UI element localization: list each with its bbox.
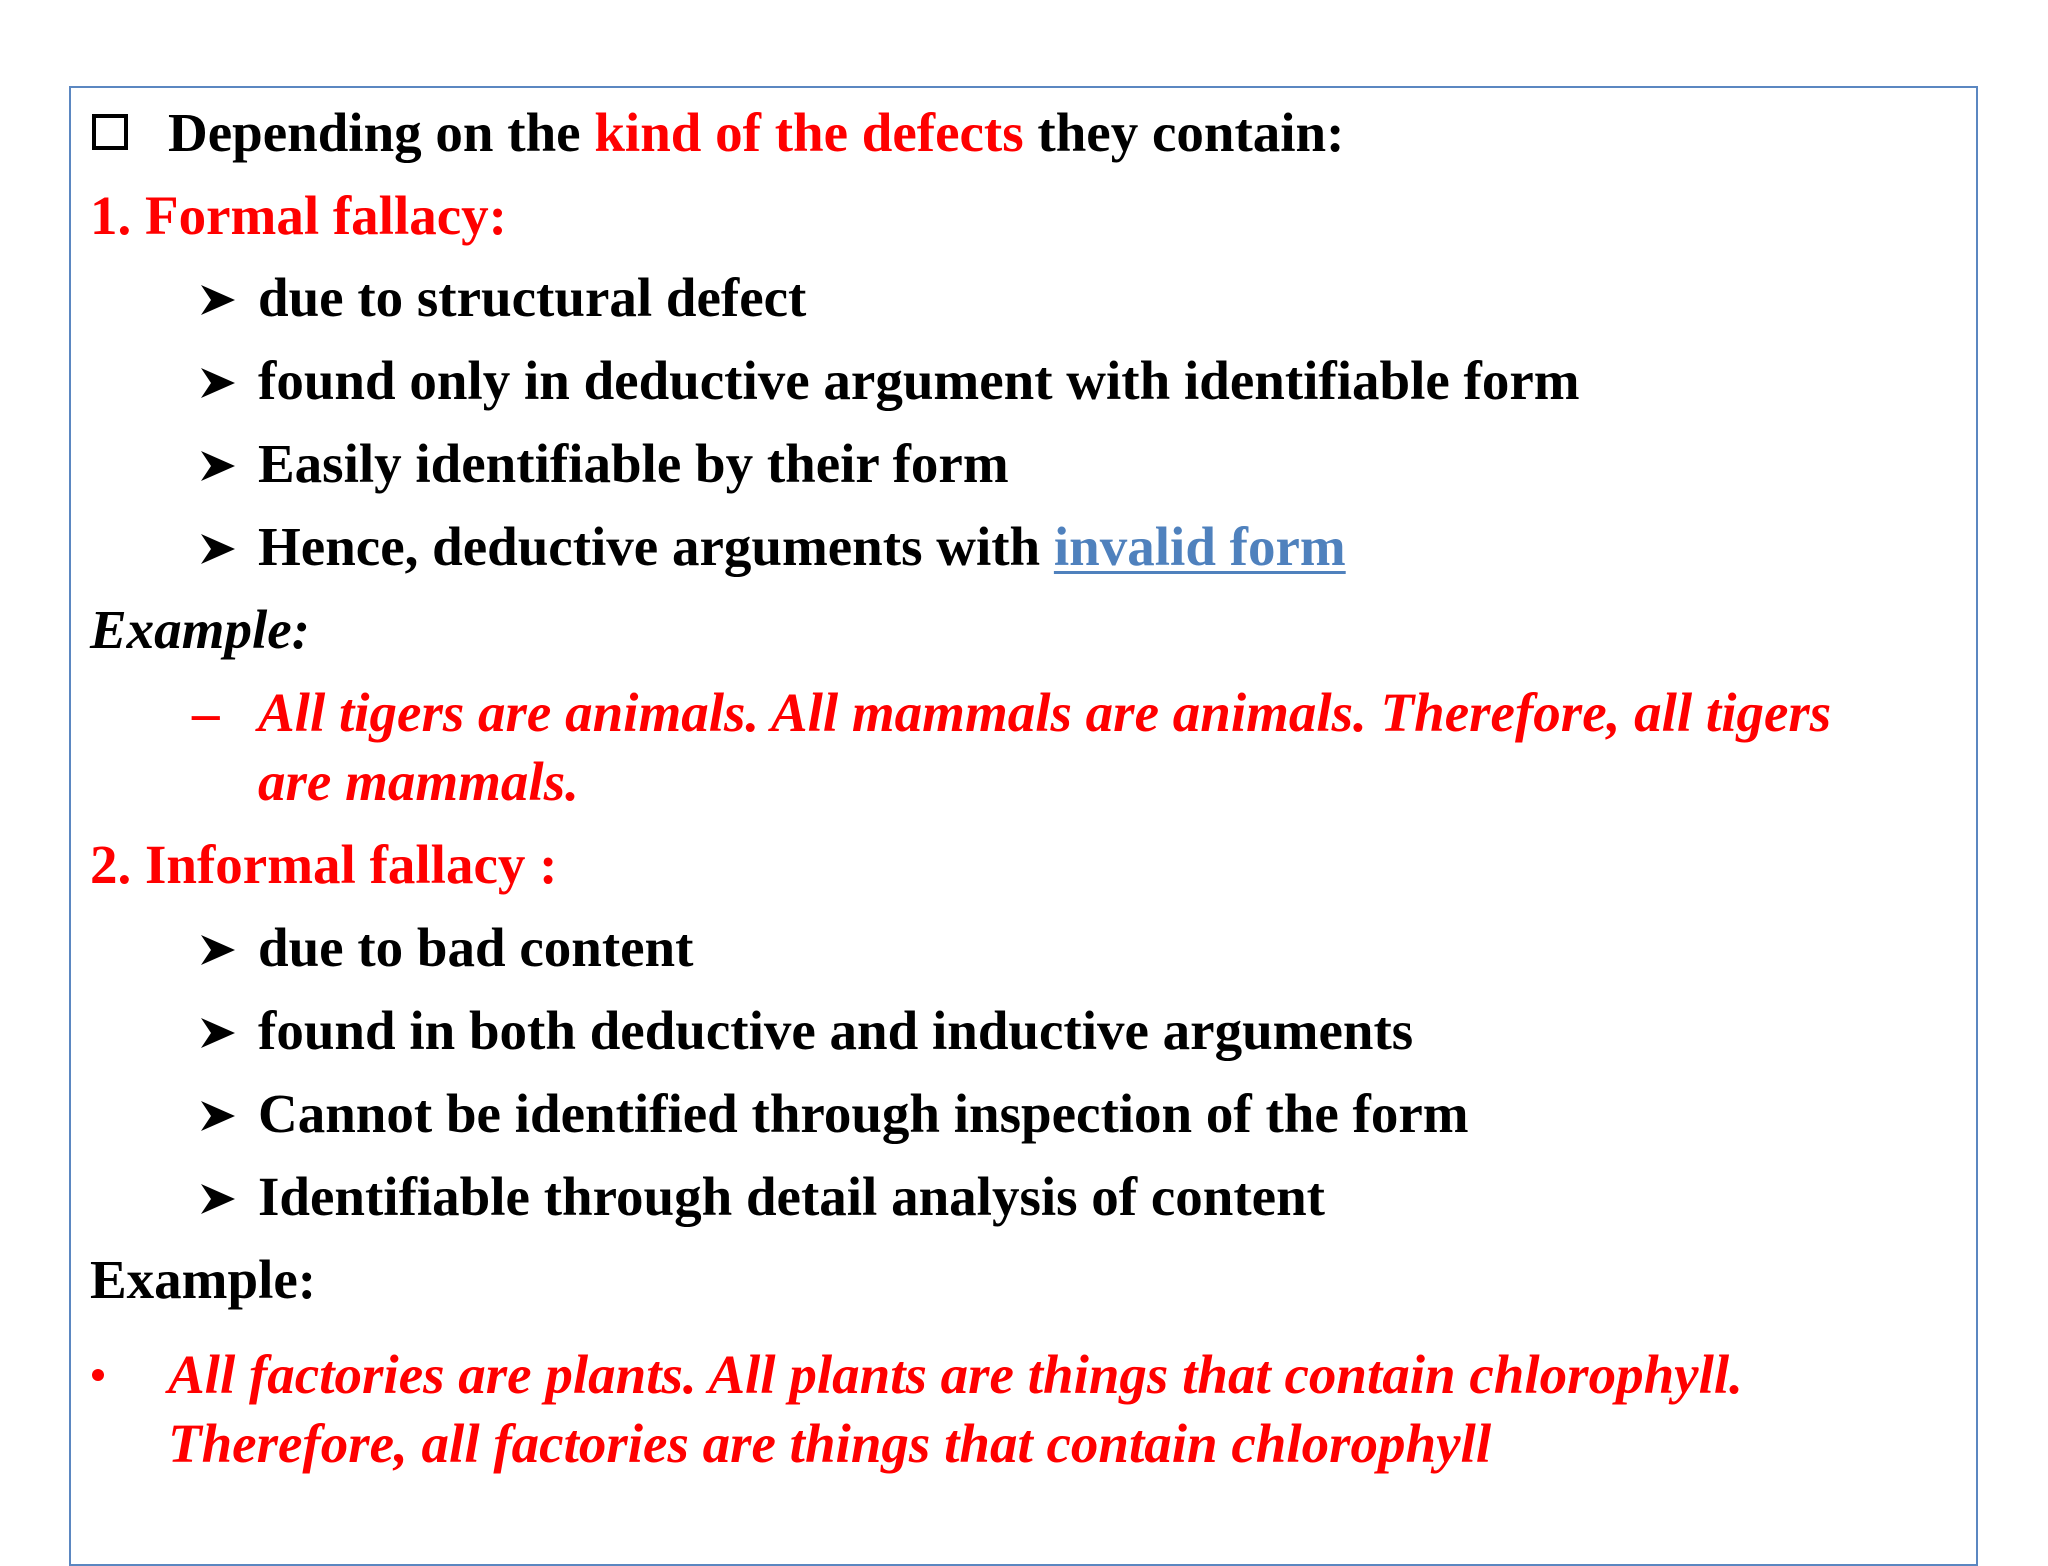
heading-suffix: they contain: (1023, 102, 1345, 163)
dash-bullet-icon: – (192, 682, 220, 743)
formal-point: Easily identifiable by their form (258, 433, 1009, 494)
formal-point: found only in deductive argument with identifiable form (258, 350, 1580, 411)
arrow-bullet-icon (197, 1095, 239, 1137)
arrow-bullet-icon (197, 362, 239, 404)
informal-example-line: Therefore, all factories are things that contain chlorophyll (168, 1413, 1492, 1474)
informal-point: due to bad content (258, 917, 694, 978)
heading-emphasis: kind of the defects (594, 102, 1024, 163)
informal-point: Cannot be identified through inspection of the form (258, 1083, 1469, 1144)
arrow-bullet-icon (197, 445, 239, 487)
hence-prefix: Hence, deductive arguments with (258, 516, 1054, 577)
formal-point-hence (258, 515, 1346, 579)
arrow-bullet-icon (197, 528, 239, 570)
formal-fallacy-title: 1. Formal fallacy: (90, 185, 507, 246)
informal-point: found in both deductive and inductive arguments (258, 1000, 1414, 1061)
informal-example-label: Example: (90, 1249, 317, 1310)
formal-point: due to structural defect (258, 267, 807, 328)
arrow-bullet-icon (197, 1178, 239, 1220)
informal-point: Identifiable through detail analysis of content (258, 1166, 1325, 1227)
formal-example-label: Example: (90, 599, 310, 660)
invalid-form-link[interactable]: invalid form (1053, 516, 1346, 577)
formal-example-line: are mammals. (258, 751, 579, 812)
arrow-bullet-icon (197, 279, 239, 321)
formal-example-line: All tigers are animals. All mammals are animals. Therefore, all tigers (258, 682, 1832, 743)
dot-bullet-icon (92, 1369, 104, 1381)
arrow-bullet-icon (197, 929, 239, 971)
informal-example-line: All factories are plants. All plants are things that contain chlorophyll. (168, 1344, 1743, 1405)
informal-fallacy-title: 2. Informal fallacy : (90, 834, 558, 895)
checkbox-icon (92, 114, 128, 150)
section-heading (168, 101, 1344, 165)
arrow-bullet-icon (197, 1012, 239, 1054)
heading-prefix: Depending on the (168, 102, 595, 163)
